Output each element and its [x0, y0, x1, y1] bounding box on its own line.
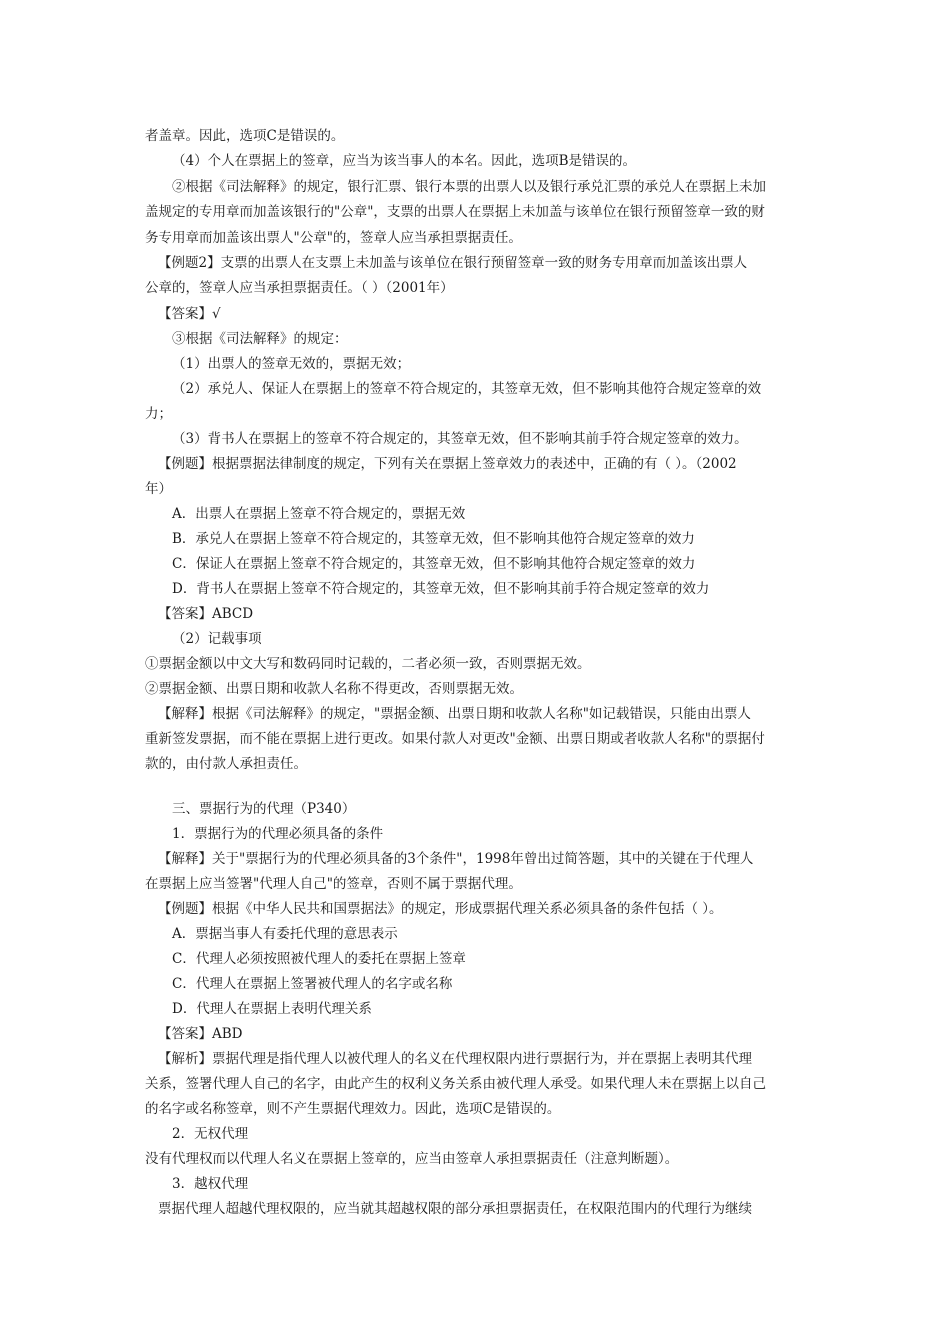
text-line: 在票据上应当签署"代理人自己"的签章，否则不属于票据代理。: [145, 876, 522, 892]
text-line: 款的，由付款人承担责任。: [145, 756, 307, 772]
text-line: A．票据当事人有委托代理的意思表示: [172, 926, 398, 942]
text-line: 重新签发票据，而不能在票据上进行更改。如果付款人对更改"金额、出票日期或者收款人名称"的票据付: [145, 731, 765, 747]
text-line: 3．越权代理: [172, 1176, 249, 1192]
text-line: 公章的，签章人应当承担票据责任。（ ）（2001年）: [145, 280, 454, 296]
text-line: （4）个人在票据上的签章，应当为该当事人的本名。因此，选项B是错误的。: [172, 153, 637, 169]
text-line: 【解释】关于"票据行为的代理必须具备的3个条件"，1998年曾出过简答题，其中的关键在于代理人: [158, 851, 754, 867]
text-line: C．代理人在票据上签署被代理人的名字或名称: [172, 976, 453, 992]
text-line: ②根据《司法解释》的规定，银行汇票、银行本票的出票人以及银行承兑汇票的承兑人在票据上未加: [172, 179, 766, 195]
text-line: 【答案】√: [158, 306, 221, 322]
text-line: 【答案】ABD: [158, 1026, 243, 1042]
text-line: 【解析】票据代理是指代理人以被代理人的名义在代理权限内进行票据行为，并在票据上表明其代理: [158, 1051, 752, 1067]
text-line: 2．无权代理: [172, 1126, 249, 1142]
text-line: 1．票据行为的代理必须具备的条件: [172, 826, 384, 842]
text-line: 【例题】根据《中华人民共和国票据法》的规定，形成票据代理关系必须具备的条件包括（ ）。: [158, 901, 723, 917]
text-line: ②票据金额、出票日期和收款人名称不得更改，否则票据无效。: [145, 681, 523, 697]
text-line: 【答案】ABCD: [158, 606, 254, 622]
text-line: 票据代理人超越代理权限的，应当就其超越权限的部分承担票据责任，在权限范围内的代理行为继续: [158, 1201, 752, 1217]
text-line: 没有代理权而以代理人名义在票据上签章的，应当由签章人承担票据责任（注意判断题）。: [145, 1151, 679, 1167]
text-line: （2）承兑人、保证人在票据上的签章不符合规定的，其签章无效，但不影响其他符合规定签章的效: [172, 381, 762, 397]
text-line: C．代理人必须按照被代理人的委托在票据上签章: [172, 951, 466, 967]
text-line: 力；: [145, 406, 172, 422]
text-line: A．出票人在票据上签章不符合规定的，票据无效: [172, 506, 466, 522]
text-line: D．背书人在票据上签章不符合规定的，其签章无效，但不影响其前手符合规定签章的效力: [172, 581, 710, 597]
text-line: 关系，签署代理人自己的名字，由此产生的权利义务关系由被代理人承受。如果代理人未在票据上以自己: [145, 1076, 766, 1092]
text-line: 【例题】根据票据法律制度的规定，下列有关在票据上签章效力的表述中，正确的有（ ）。（2002: [158, 456, 737, 472]
text-line: 的名字或名称签章，则不产生票据代理效力。因此，选项C是错误的。: [145, 1101, 561, 1117]
text-line: 【例题2】支票的出票人在支票上未加盖与该单位在银行预留签章一致的财务专用章而加盖该出票人: [158, 255, 748, 271]
text-line: ③根据《司法解释》的规定：: [172, 331, 348, 347]
text-line: （3）背书人在票据上的签章不符合规定的，其签章无效，但不影响其前手符合规定签章的效力。: [172, 431, 748, 447]
text-line: 盖规定的专用章而加盖该银行的"公章"，支票的出票人在票据上未加盖与该单位在银行预留签章一致的财: [145, 204, 765, 220]
text-line: 三、票据行为的代理（P340）: [172, 801, 356, 817]
text-line: D．代理人在票据上表明代理关系: [172, 1001, 372, 1017]
text-line: 务专用章而加盖该出票人"公章"的，签章人应当承担票据责任。: [145, 230, 522, 246]
text-line: 年）: [145, 481, 172, 497]
text-line: ①票据金额以中文大写和数码同时记载的，二者必须一致，否则票据无效。: [145, 656, 591, 672]
text-line: （2）记载事项: [172, 631, 262, 647]
text-line: 者盖章。因此，选项C是错误的。: [145, 128, 345, 144]
text-line: （1）出票人的签章无效的，票据无效；: [172, 356, 411, 372]
text-line: B．承兑人在票据上签章不符合规定的，其签章无效，但不影响其他符合规定签章的效力: [172, 531, 695, 547]
text-line: 【解释】根据《司法解释》的规定，"票据金额、出票日期和收款人名称"如记载错误，只能由出票人: [158, 706, 751, 722]
text-line: C．保证人在票据上签章不符合规定的，其签章无效，但不影响其他符合规定签章的效力: [172, 556, 696, 572]
